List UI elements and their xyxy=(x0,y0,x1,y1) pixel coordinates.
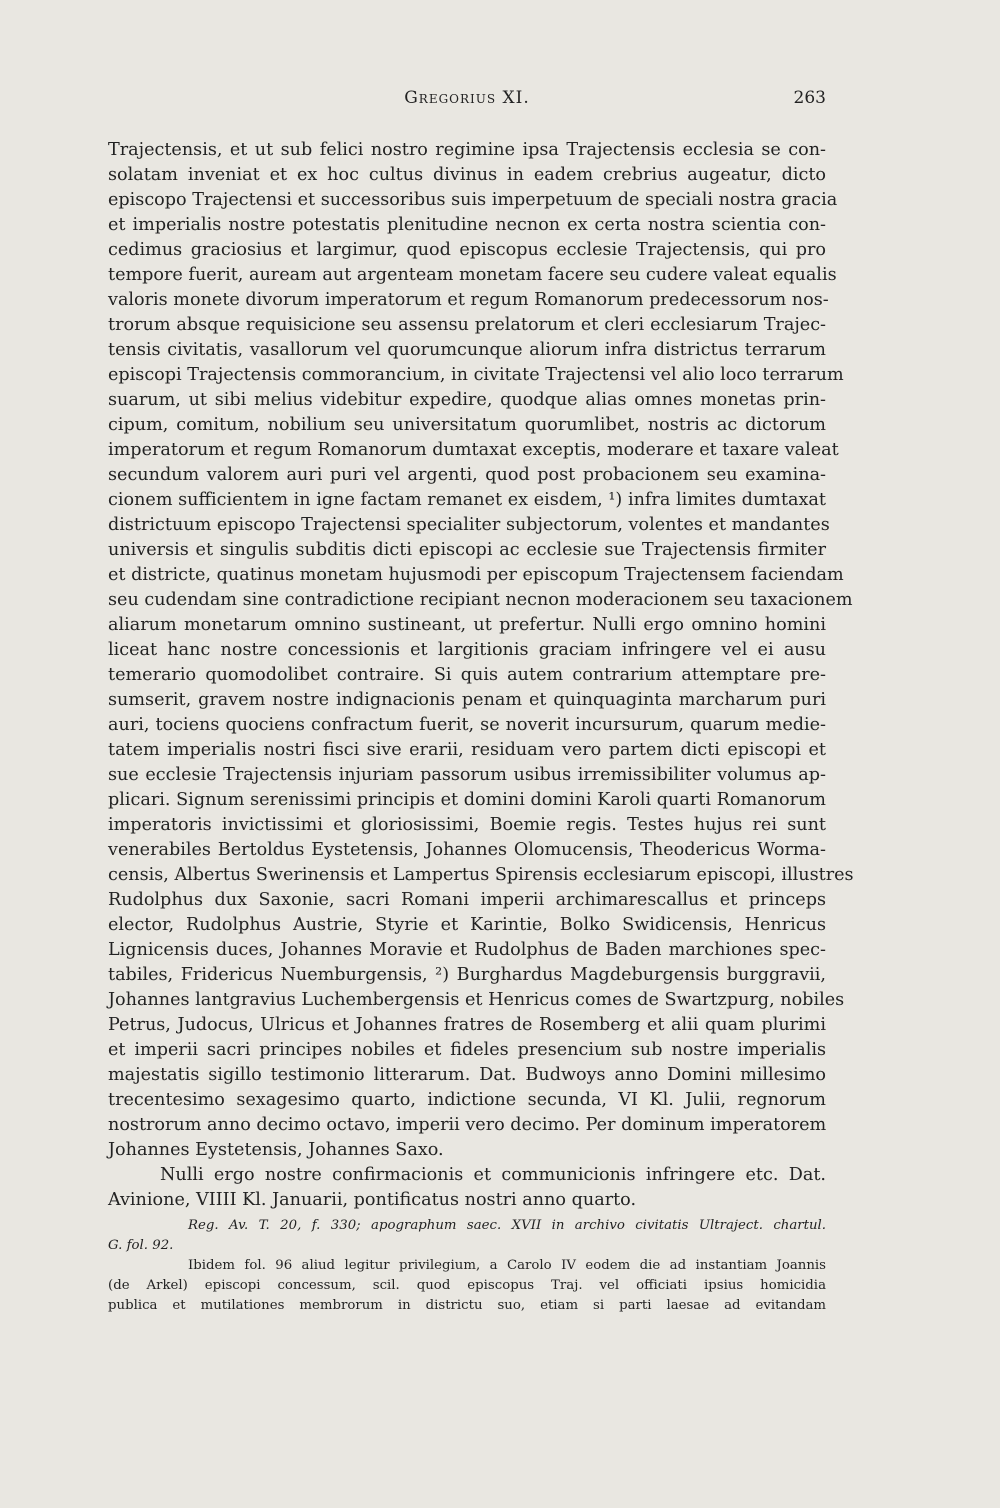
text-line: suarum, ut sibi melius videbitur expedire, quodque alias omnes monetas prin- xyxy=(108,390,826,410)
text-line: trorum absque requisicione seu assensu prelatorum et cleri ecclesiarum Trajec- xyxy=(108,315,826,335)
text-line: tempore fuerit, auream aut argenteam monetam facere seu cudere valeat equalis xyxy=(108,265,837,285)
text-line: Rudolphus dux Saxonie, sacri Romani imperii archimarescallus et princeps xyxy=(108,890,826,910)
text-line: Johannes lantgravius Luchembergensis et Henricus comes de Swartzpurg, nobiles xyxy=(108,990,845,1010)
text-line: plicari. Signum serenissimi principis et domini domini Karoli quarti Romanorum xyxy=(108,790,826,810)
text-line: et imperialis nostre potestatis plenitudine necnon ex certa nostra scientia con- xyxy=(108,215,826,235)
text-line: valoris monete divorum imperatorum et regum Romanorum predecessorum nos- xyxy=(108,290,829,310)
text-line: Petrus, Judocus, Ulricus et Johannes fratres de Rosemberg et alii quam plurimi xyxy=(108,1015,826,1035)
text-line: liceat hanc nostre concessionis et largitionis graciam infringere vel ei ausu xyxy=(108,640,826,660)
text-line: tensis civitatis, vasallorum vel quorumcunque aliorum infra districtus terrarum xyxy=(108,340,826,360)
text-line: et imperii sacri principes nobiles et fideles presencium sub nostre imperialis xyxy=(108,1040,826,1060)
note-line: (de Arkel) episcopi concessum, scil. quod episcopus Traj. vel officiati ipsius homicidia xyxy=(108,1278,826,1293)
text-line: secundum valorem auri puri vel argenti, quod post probacionem seu examina- xyxy=(108,465,826,485)
text-line: temerario quomodolibet contraire. Si quis autem contrarium attemptare pre- xyxy=(108,665,826,685)
footnotes xyxy=(108,1216,826,1316)
text-line: episcopi Trajectensis commorancium, in civitate Trajectensi vel alio loco terrarum xyxy=(108,365,844,385)
text-line: cipum, comitum, nobilium seu universitatum quorumlibet, nostris ac dictorum xyxy=(108,415,826,435)
text-line: Nulli ergo nostre confirmacionis et communicionis infringere etc. Dat. xyxy=(160,1165,826,1185)
text-line: episcopo Trajectensi et successoribus suis imperpetuum de speciali nostra gracia xyxy=(108,190,838,210)
text-line: seu cudendam sine contradictione recipiant necnon moderacionem seu taxacionem xyxy=(108,590,853,610)
text-line: Johannes Eystetensis, Johannes Saxo. xyxy=(108,1140,444,1160)
text-line: elector, Rudolphus Austrie, Styrie et Karintie, Bolko Swidicensis, Henricus xyxy=(108,915,826,935)
text-line: aliarum monetarum omnino sustineant, ut prefertur. Nulli ergo omnino homini xyxy=(108,615,826,635)
main-text xyxy=(108,138,854,1213)
text-line: tatem imperialis nostri fisci sive erarii, residuam vero partem dicti episcopi et xyxy=(108,740,826,760)
page-number: 263 xyxy=(793,88,826,108)
text-line: majestatis sigillo testimonio litterarum. Dat. Budwoys anno Domini millesimo xyxy=(108,1065,826,1085)
text-line: solatam inveniat et ex hoc cultus divinus in eadem crebrius augeatur, dicto xyxy=(108,165,826,185)
note-line: Reg. Av. T. 20, f. 330; apographum saec. XVII in archivo civitatis Ultraject. chartul. xyxy=(188,1218,826,1233)
note-line: Ibidem fol. 96 aliud legitur privilegium, a Carolo IV eodem die ad instantiam Joannis xyxy=(188,1258,826,1273)
text-line: universis et singulis subditis dicti episcopi ac ecclesie sue Trajectensis firmiter xyxy=(108,540,826,560)
text-line: cedimus graciosius et largimur, quod episcopus ecclesie Trajectensis, qui pro xyxy=(108,240,826,260)
text-line: auri, tociens quociens confractum fuerit, se noverit incursurum, quarum medie- xyxy=(108,715,826,735)
text-line: cionem sufficientem in igne factam remanet ex eisdem, ¹) infra limites dumtaxat xyxy=(108,490,826,510)
note-line: publica et mutilationes membrorum in districtu suo, etiam si parti laesae ad evitandam xyxy=(108,1298,826,1313)
text-line: sumserit, gravem nostre indignacionis penam et quinquaginta marcharum puri xyxy=(108,690,826,710)
text-line: districtuum episcopo Trajectensi specialiter subjectorum, volentes et mandantes xyxy=(108,515,830,535)
text-line: censis, Albertus Swerinensis et Lampertus Spirensis ecclesiarum episcopi, illustres xyxy=(108,865,854,885)
text-line: imperatorum et regum Romanorum dumtaxat exceptis, moderare et taxare valeat xyxy=(108,440,839,460)
text-line: et districte, quatinus monetam hujusmodi per episcopum Trajectensem faciendam xyxy=(108,565,844,585)
text-line: tabiles, Fridericus Nuemburgensis, ²) Burghardus Magdeburgensis burggravii, xyxy=(108,965,826,985)
page-header xyxy=(108,88,826,114)
text-line: trecentesimo sexagesimo quarto, indictione secunda, VI Kl. Julii, regnorum xyxy=(108,1090,826,1110)
text-line: venerabiles Bertoldus Eystetensis, Johannes Olomucensis, Theodericus Worma- xyxy=(108,840,826,860)
text-line: sue ecclesie Trajectensis injuriam passorum usibus irremissibiliter volumus ap- xyxy=(108,765,826,785)
note-line: G. fol. 92. xyxy=(108,1238,174,1253)
text-line: Trajectensis, et ut sub felici nostro regimine ipsa Trajectensis ecclesia se con- xyxy=(108,140,826,160)
running-head: Gregorius XI. xyxy=(404,88,530,108)
text-line: nostrorum anno decimo octavo, imperii vero decimo. Per dominum imperatorem xyxy=(108,1115,827,1135)
text-line: Lignicensis duces, Johannes Moravie et Rudolphus de Baden marchiones spec- xyxy=(108,940,826,960)
text-line: Avinione, VIIII Kl. Januarii, pontificatus nostri anno quarto. xyxy=(108,1190,637,1210)
text-line: imperatoris invictissimi et gloriosissimi, Boemie regis. Testes hujus rei sunt xyxy=(108,815,826,835)
